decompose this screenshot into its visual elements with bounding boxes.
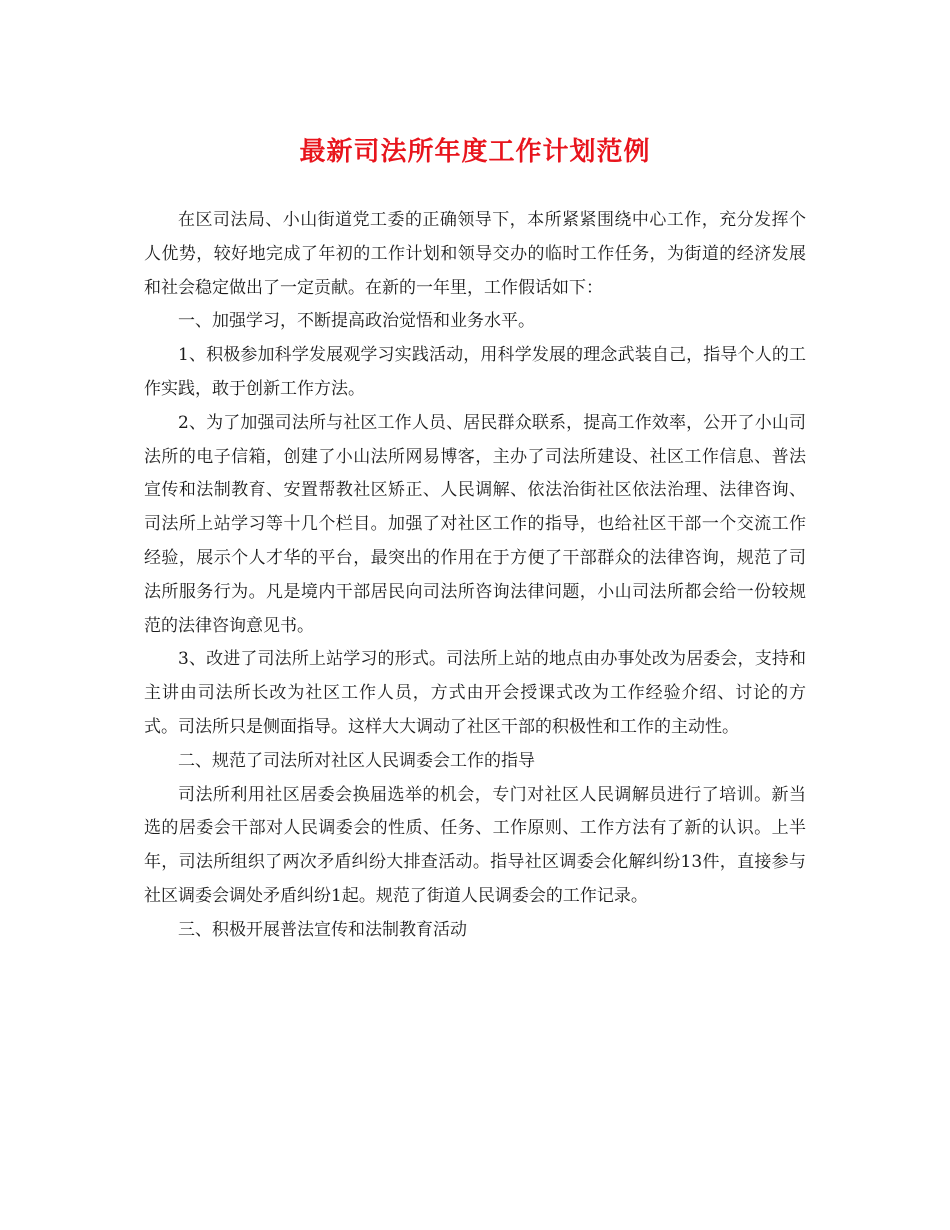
section-heading-1: 一、加强学习，不断提高政治觉悟和业务水平。: [178, 311, 535, 332]
section-heading-3: 三、积极开展普法宣传和法制教育活动: [178, 919, 467, 940]
paragraph-item-3: 3、改进了司法所上站学习的形式。司法所上站的地点由办事处改为居委会，支持和主讲由司法所长改为社区工作人员，方式由开会授课式改为工作经验介绍、讨论的方式。司法所只是侧面指导。这样大大调动了社区干部的积极性和工作的主动性。: [144, 649, 806, 737]
paragraph-item-2: 2、为了加强司法所与社区工作人员、居民群众联系，提高工作效率，公开了小山司法所的电子信箱，创建了小山法所网易博客，主办了司法所建设、社区工作信息、普法宣传和法制教育、安置帮教社区矫正、人民调解、依法治街社区依法治理、法律咨询、司法所上站学习等十几个栏目。加强了对社区工作的指导，也给社区干部一个交流工作经验，展示个人才华的平台，最突出的作用在于方便了干部群众的法律咨询，规范了司法所服务行为。凡是境内干部居民向司法所咨询法律问题，小山司法所都会给一份较规范的法律咨询意见书。: [144, 412, 806, 636]
document-title: 最新司法所年度工作计划范例: [299, 137, 651, 167]
paragraph-item-1: 1、积极参加科学发展观学习实践活动，用科学发展的理念武装自己，指导个人的工作实践，敢于创新工作方法。: [144, 345, 806, 399]
paragraph-intro: 在区司法局、小山街道党工委的正确领导下，本所紧紧围绕中心工作，充分发挥个人优势，较好地完成了年初的工作计划和领导交办的临时工作任务，为街道的经济发展和社会稳定做出了一定贡献。在新的一年里，工作假话如下：: [144, 210, 806, 298]
paragraph-section-2: 司法所利用社区居委会换届选举的机会，专门对社区人民调解员进行了培训。新当选的居委会干部对人民调委会的性质、任务、工作原则、工作方法有了新的认识。上半年，司法所组织了两次矛盾纠纷大排查活动。指导社区调委会化解纠纷13件，直接参与社区调委会调处矛盾纠纷1起。规范了街道人民调委会的工作记录。: [144, 784, 806, 906]
section-heading-2: 二、规范了司法所对社区人民调委会工作的指导: [178, 750, 535, 771]
document-body: [144, 204, 806, 948]
